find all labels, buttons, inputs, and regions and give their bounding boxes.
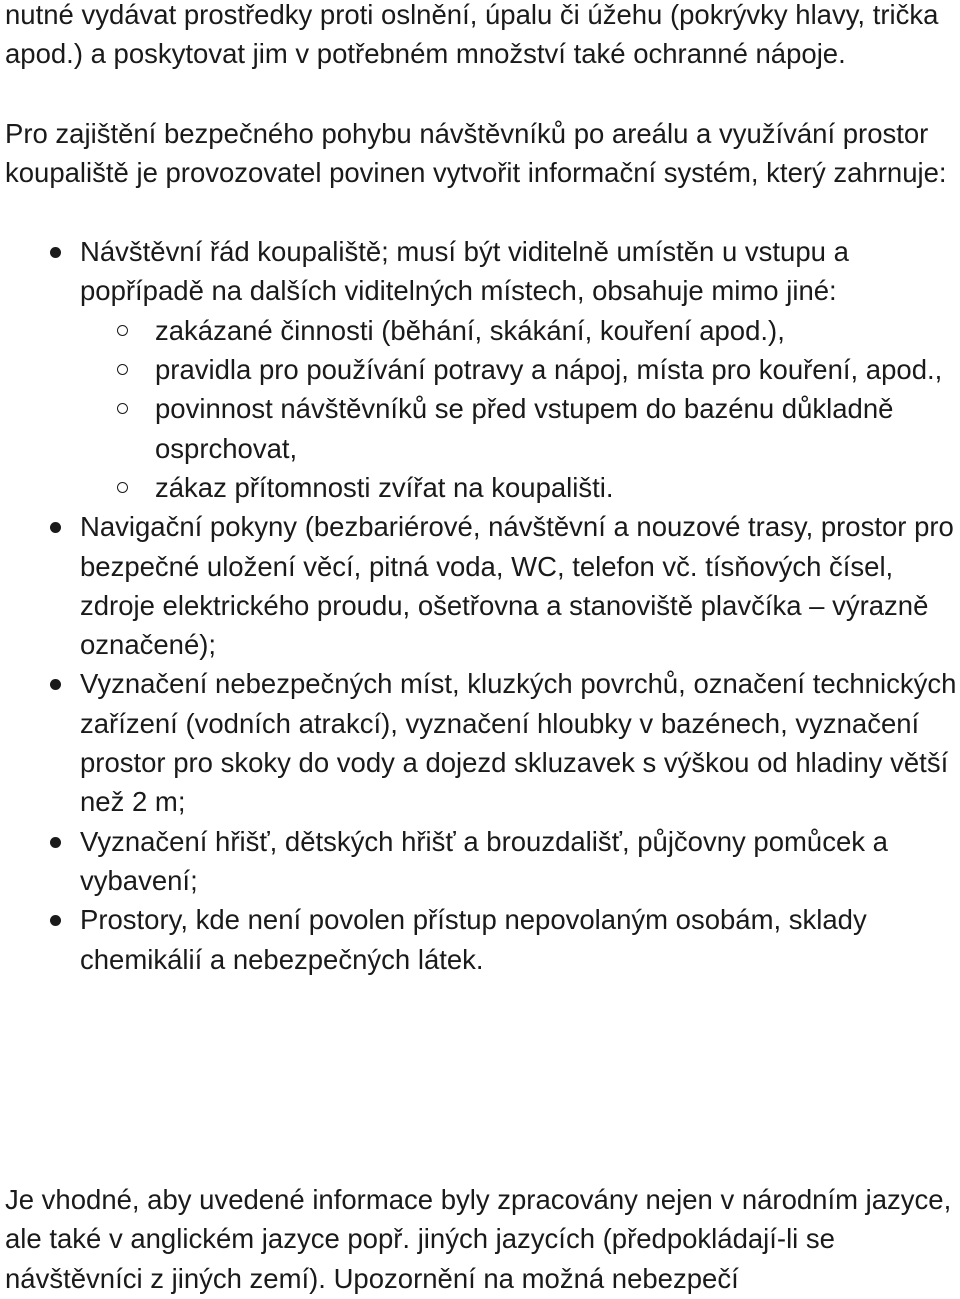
list-item-playgrounds: Vyznačení hřišť, dětských hřišť a brouzdališť, půjčovny pomůcek a vybavení; bbox=[5, 822, 960, 901]
info-system-list bbox=[5, 232, 960, 979]
sublist-item: zakázané činnosti (běhání, skákání, kouření apod.), bbox=[79, 311, 960, 350]
intro-paragraph: nutné vydávat prostředky proti oslnění, úpalu či úžehu (pokrývky hlavy, trička apod.) a poskytovat jim v potřebném množství také ochranné nápoje. bbox=[5, 0, 939, 70]
list-item-restricted-areas: Prostory, kde není povolen přístup nepovolaným osobám, sklady chemikálií a nebezpečných látek. bbox=[5, 900, 960, 979]
info-system-paragraph: Pro zajištění bezpečného pohybu návštěvníků po areálu a využívání prostor koupaliště je provozovatel povinen vytvořit informační systém, který zahrnuje: bbox=[5, 117, 947, 188]
sublist-item: zákaz přítomnosti zvířat na koupališti. bbox=[79, 468, 960, 507]
list-item-visitor-rules bbox=[5, 232, 960, 507]
sublist-item: povinnost návštěvníků se před vstupem do bazénu důkladně osprchovat, bbox=[79, 389, 960, 468]
list-item-hazard-marking: Vyznačení nebezpečných míst, kluzkých povrchů, označení technických zařízení (vodních atrakcí), vyznačení hloubky v bazénech, vyznačení prostor pro skoky do vody a dojezd skluzavek s výškou od hladiny větší než 2 m; bbox=[5, 664, 960, 821]
list-item-text: Návštěvní řád koupaliště; musí být viditelně umístěn u vstupu a popřípadě na dalších viditelných místech, obsahuje mimo jiné: bbox=[80, 236, 849, 307]
closing-paragraph: Je vhodné, aby uvedené informace byly zpracovány nejen v národním jazyce, ale také v anglickém jazyce popř. jiných jazycích (předpokládají-li se návštěvníci z jiných zemí). Upozornění na možná nebezpečí bbox=[5, 1184, 952, 1294]
document-page bbox=[5, 0, 960, 979]
visitor-rules-sublist bbox=[80, 311, 960, 507]
list-item-navigation: Navigační pokyny (bezbariérové, návštěvní a nouzové trasy, prostor pro bezpečné uložení věcí, pitná voda, WC, telefon vč. tísňových čísel, zdroje elektrického proudu, ošetřovna a stanoviště plavčíka – výrazně označené); bbox=[5, 507, 960, 664]
sublist-item: pravidla pro používání potravy a nápoj, místa pro kouření, apod., bbox=[79, 350, 960, 389]
